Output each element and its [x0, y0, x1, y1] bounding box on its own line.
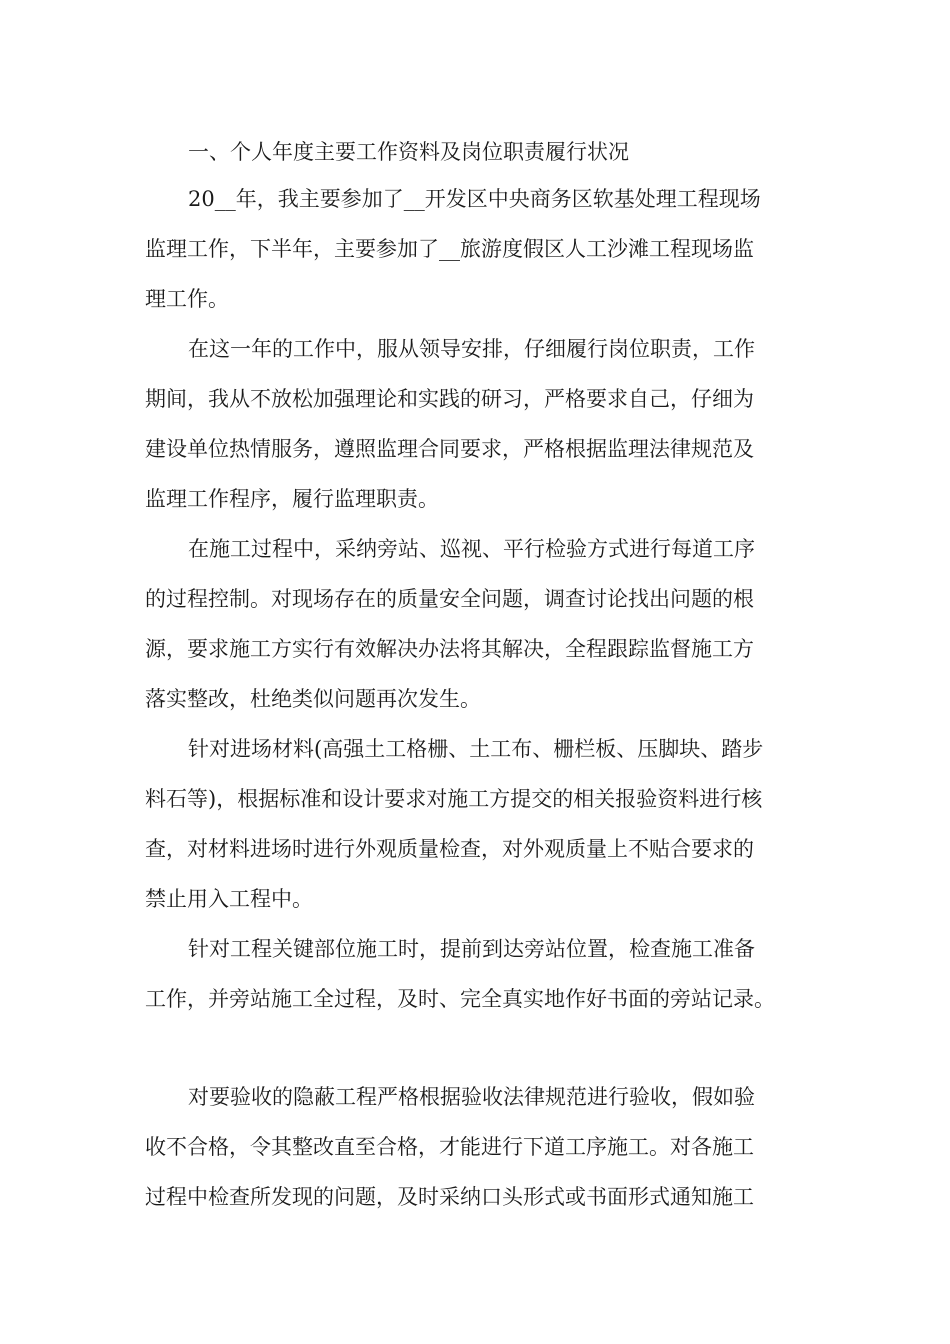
- paragraph-line: 20__年，我主要参加了__开发区中央商务区软基处理工程现场: [188, 187, 761, 211]
- paragraph-line: 在这一年的工作中，服从领导安排，仔细履行岗位职责，工作: [188, 337, 755, 361]
- paragraph-line: 理工作。: [145, 287, 229, 311]
- paragraph-line: 监理工作程序，履行监理职责。: [145, 487, 439, 511]
- paragraph-line: 监理工作，下半年，主要参加了__旅游度假区人工沙滩工程现场监: [145, 237, 754, 261]
- paragraph-line: 过程中检查所发现的问题，及时采纳口头形式或书面形式通知施工: [145, 1185, 754, 1209]
- paragraph-line: 针对进场材料(高强土工格栅、土工布、栅栏板、压脚块、踏步: [188, 737, 764, 761]
- paragraph-line: 收不合格，令其整改直至合格，才能进行下道工序施工。对各施工: [145, 1135, 754, 1159]
- paragraph-line: 查，对材料进场时进行外观质量检查，对外观质量上不贴合要求的: [145, 837, 754, 861]
- paragraph-line: 对要验收的隐蔽工程严格根据验收法律规范进行验收，假如验: [188, 1085, 755, 1109]
- paragraph-line: 期间，我从不放松加强理论和实践的研习，严格要求自己，仔细为: [145, 387, 754, 411]
- paragraph-line: 源，要求施工方实行有效解决办法将其解决，全程跟踪监督施工方: [145, 637, 754, 661]
- paragraph-line: 的过程控制。对现场存在的质量安全问题，调查讨论找出问题的根: [145, 587, 754, 611]
- paragraph-line: 在施工过程中，采纳旁站、巡视、平行检验方式进行每道工序: [188, 537, 755, 561]
- paragraph-line: 落实整改，杜绝类似问题再次发生。: [145, 687, 481, 711]
- paragraph-line: 禁止用入工程中。: [145, 887, 313, 911]
- paragraph-line: 针对工程关键部位施工时，提前到达旁站位置，检查施工准备: [188, 937, 755, 961]
- paragraph-line: 工作，并旁站施工全过程，及时、完全真实地作好书面的旁站记录。: [145, 987, 775, 1011]
- paragraph-line: 料石等)，根据标准和设计要求对施工方提交的相关报验资料进行核: [145, 787, 763, 811]
- section-heading: 一、个人年度主要工作资料及岗位职责履行状况: [188, 140, 629, 164]
- paragraph-line: 建设单位热情服务，遵照监理合同要求，严格根据监理法律规范及: [145, 437, 754, 461]
